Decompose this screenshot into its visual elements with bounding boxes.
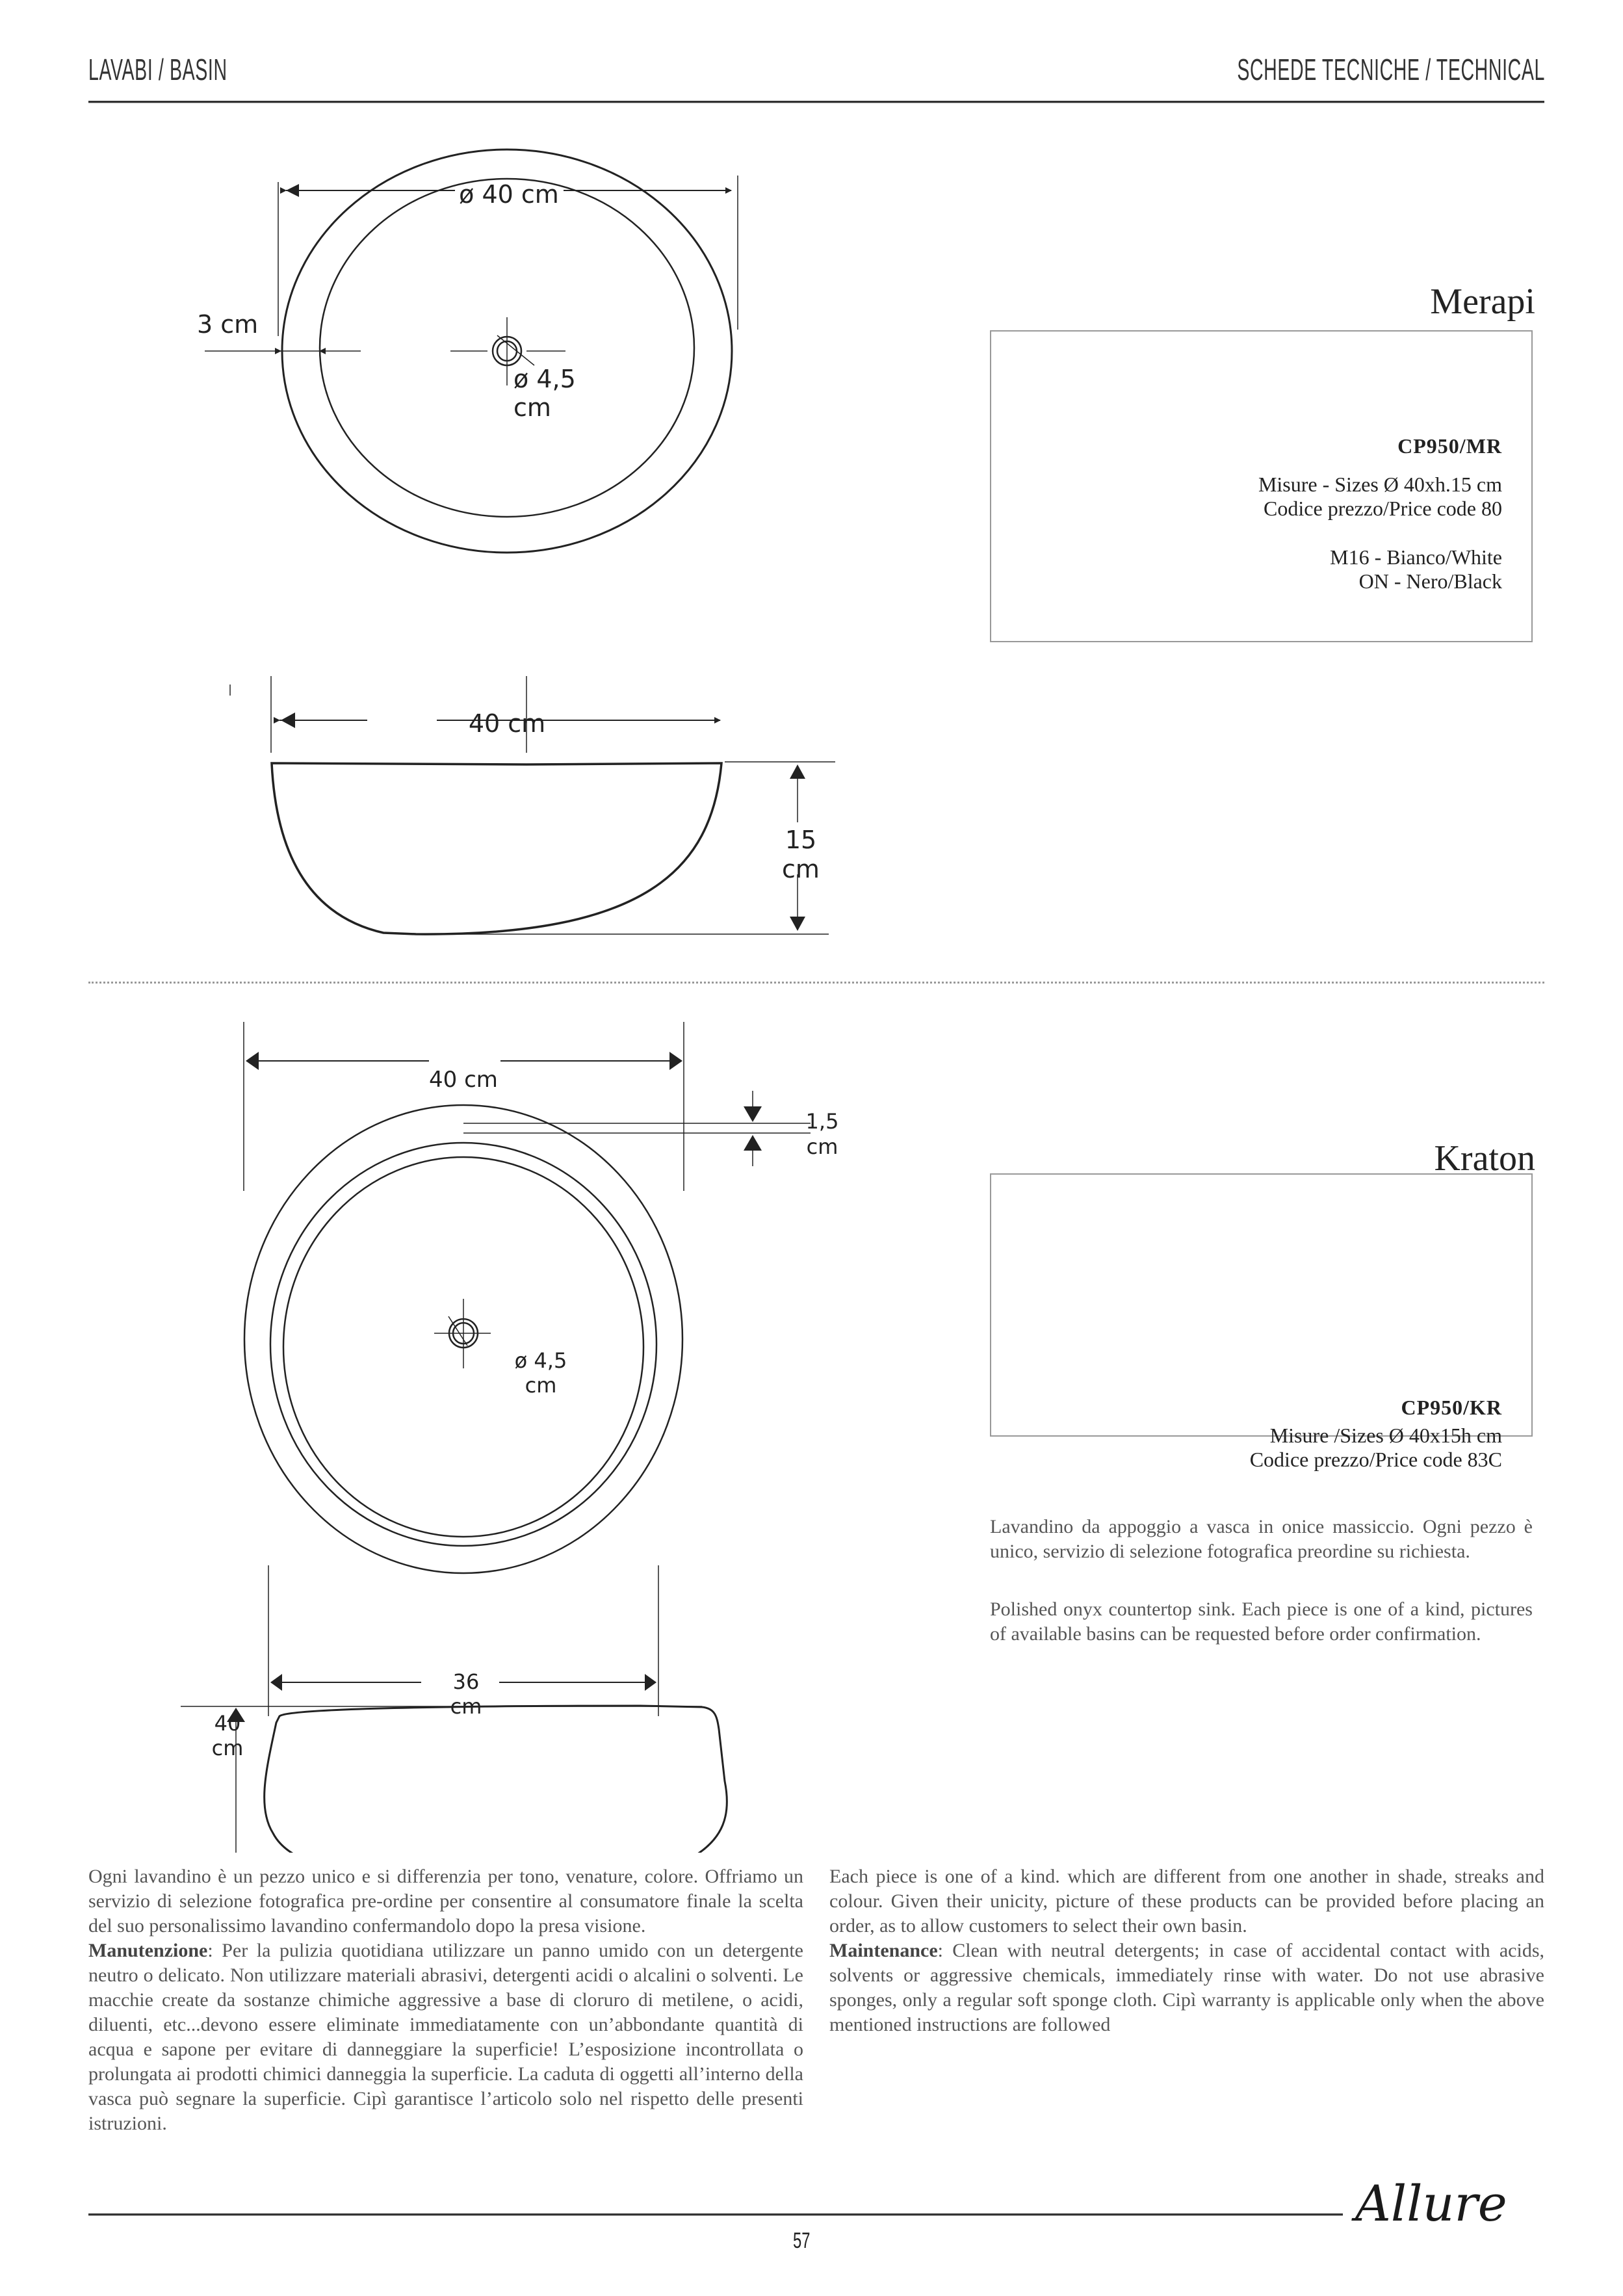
kraton-side-view (181, 1706, 727, 1853)
merapi-price-code: Codice prezzo/Price code 80 (1264, 497, 1502, 520)
merapi-finish-white: M16 - Bianco/White (1330, 545, 1502, 569)
merapi-height-label-2: cm (782, 855, 820, 883)
kraton-sizes: Misure /Sizes Ø 40x15h cm (1269, 1424, 1502, 1447)
kraton-diameter-label: 40 cm (429, 1067, 498, 1093)
merapi-finish-black: ON - Nero/Black (1358, 569, 1502, 593)
kraton-technical-drawing (0, 975, 910, 1853)
merapi-info-box (990, 330, 1533, 642)
merapi-sizes: Misure - Sizes Ø 40xh.15 cm (1258, 473, 1502, 496)
kraton-info-box (990, 1173, 1533, 1471)
kraton-description-en: Polished onyx countertop sink. Each piece is one of a kind, pictures of available basins can be requested before order confirmation. (990, 1598, 1533, 1645)
care-notes-italian (88, 1864, 803, 2136)
english-maintenance-text: : Clean with neutral detergents; in case of accidental contact with acids, solvents or aggressive chemicals, immediately rinse with water. Do not use abrasive sponges, only a regular soft sponge cloth. Cipì warranty is applicable only when the above mentioned instructions are followed (829, 1940, 1544, 2035)
italian-maintenance-label: Manutenzione (88, 1940, 208, 1961)
kraton-description-it: Lavandino da appoggio a vasca in onice massiccio. Ogni pezzo è unico, servizio di selezione fotografica preordine su richiesta. (990, 1516, 1533, 1562)
merapi-product-code: CP950/MR (1397, 434, 1502, 458)
merapi-drain-label-1: ø 4,5 (513, 365, 576, 393)
footer-divider (88, 2213, 1343, 2216)
merapi-technical-drawing (0, 0, 845, 975)
page-number: 57 (793, 2228, 811, 2253)
english-intro: Each piece is one of a kind. which are different from one another in shade, streaks and colour. Given their unicity, picture of these products can be provided before placing an order, as to allow customers to select their own basin. (829, 1866, 1544, 1937)
italian-intro: Ogni lavandino è un pezzo unico e si differenzia per tono, venature, colore. Offriamo un servizio di selezione fotografica pre-ordine per consentire al consumatore finale la scelta del suo personalissimo lavandino confermandolo dopo la presa visione. (88, 1866, 803, 1937)
kraton-top-view (231, 1022, 811, 1853)
kraton-rim-label-1: 1,5 (805, 1109, 839, 1134)
merapi-top-view (205, 150, 738, 696)
kraton-inner-width-label-1: 36 (452, 1669, 480, 1694)
kraton-inner-width-label-2: cm (450, 1694, 482, 1719)
merapi-width-label: 40 cm (468, 709, 546, 738)
merapi-diameter-label: ø 40 cm (459, 180, 559, 209)
kraton-price-code: Codice prezzo/Price code 83C (1249, 1448, 1502, 1471)
merapi-drain-label-2: cm (513, 393, 551, 422)
kraton-height-label-1: 40 (214, 1711, 241, 1736)
kraton-rim-label-2: cm (806, 1134, 838, 1159)
product-title-merapi: Merapi (1430, 281, 1535, 322)
product-title-kraton: Kraton (1434, 1138, 1535, 1179)
italian-maintenance (88, 1938, 803, 2136)
merapi-side-view (271, 676, 835, 934)
header-category-title: SCHEDE TECNICHE / TECHNICAL (1237, 53, 1545, 86)
kraton-drain-label-1: ø 4,5 (514, 1348, 567, 1373)
care-notes-english (829, 1864, 1544, 2037)
merapi-height-label-1: 15 (785, 826, 817, 854)
italian-maintenance-text: : Per la pulizia quotidiana utilizzare un panno umido con un detergente neutro o delicato. Non utilizzare materiali abrasivi, detergenti acidi o alcalini o solventi. Le macchie create da sostanze chimiche aggressive a base di cloruro di metilene, o acidi, diluenti, etc...devono essere eliminate immediatamente con un’abbondante quantità di acqua e sapone per evitare di danneggiare la superficie! L’esposizione incontrollata o prolungata ai prodotti chimici danneggia la superficie. La caduta di oggetti all’interno della vasca può segnare la superficie. Cipì garantisce l’articolo solo nel rispetto delle presenti istruzioni. (88, 1940, 803, 2134)
kraton-product-code: CP950/KR (1401, 1396, 1502, 1419)
english-maintenance (829, 1938, 1544, 2037)
merapi-rim-label: 3 cm (197, 310, 259, 339)
kraton-drain-label-2: cm (525, 1373, 557, 1398)
kraton-height-label-2: cm (211, 1736, 244, 1760)
header-section-title: LAVABI / BASIN (88, 53, 227, 86)
brand-logo: Allure (1355, 2174, 1507, 2232)
english-maintenance-label: Maintenance (829, 1940, 938, 1961)
